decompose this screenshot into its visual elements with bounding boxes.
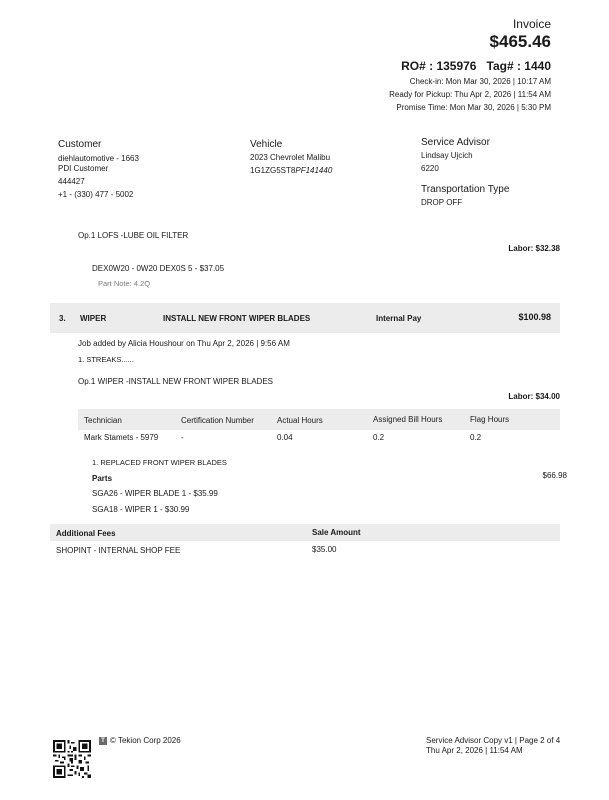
ready-for-pickup-time: Ready for Pickup: Thu Apr 2, 2026 | 11:54 AM [389, 90, 551, 99]
ro-label: RO# : [401, 59, 434, 73]
prev-part-note: Part Note: 4.2Q [98, 279, 151, 288]
ro-number: 135976 [436, 59, 477, 73]
tech-col-flag-hours: Flag Hours [470, 415, 510, 424]
transportation-heading: Transportation Type [421, 184, 510, 195]
tech-col-assigned-bill-hours: Assigned Bill Hours [373, 415, 443, 424]
customer-name: diehlautomotive - 1663 [58, 154, 139, 163]
parts-heading: Parts [92, 474, 113, 483]
tag-number: 1440 [524, 59, 551, 73]
check-in-time: Check-in: Mon Mar 30, 2026 | 10:17 AM [409, 77, 551, 86]
promise-time: Promise Time: Mon Mar 30, 2026 | 5:30 PM [396, 103, 551, 112]
vin-suffix: PF141440 [295, 166, 333, 175]
job-total: $100.98 [518, 312, 551, 322]
customer-id: 444427 [58, 177, 85, 186]
part-line: SGA26 - WIPER BLADE 1 - $35.99 [92, 489, 218, 498]
job-description: INSTALL NEW FRONT WIPER BLADES [163, 314, 311, 323]
tech-col-actual-hours: Actual Hours [277, 416, 323, 425]
invoice-total: $465.46 [489, 32, 551, 51]
prev-op-title: Op.1 LOFS -LUBE OIL FILTER [78, 231, 189, 240]
footer-copy-info: Service Advisor Copy v1 | Page 2 of 4 [426, 736, 561, 745]
vehicle-vin [250, 166, 332, 175]
tech-name: Mark Stamets - 5979 [84, 433, 159, 442]
document-title: Invoice [512, 17, 551, 31]
fee-item: SHOPINT - INTERNAL SHOP FEE [56, 546, 181, 555]
tag-label: Tag# : [486, 59, 521, 73]
transportation-value: DROP OFF [421, 198, 463, 207]
job-code: WIPER [80, 314, 107, 323]
customer-type: PDI Customer [58, 164, 109, 173]
prev-part: DEX0W20 - 0W20 DEX0S 5 - $37.05 [92, 264, 225, 273]
prev-labor: Labor: $32.38 [508, 244, 560, 253]
job-pay-type: Internal Pay [376, 314, 422, 323]
customer-heading: Customer [58, 139, 102, 150]
job-concern: 1. STREAKS...... [78, 355, 134, 364]
tekion-logo-icon: T [99, 737, 107, 745]
vehicle-heading: Vehicle [250, 139, 283, 150]
tech-actual-hours: 0.04 [277, 433, 293, 442]
footer-copyright: © Tekion Corp 2026 [110, 736, 181, 745]
parts-total: $66.98 [542, 471, 567, 480]
job-correction: 1. REPLACED FRONT WIPER BLADES [92, 458, 227, 467]
service-advisor-name: Lindsay Ujcich [421, 151, 473, 160]
tech-flag-hours: 0.2 [470, 433, 482, 442]
service-advisor-heading: Service Advisor [421, 137, 490, 148]
footer-printed-time: Thu Apr 2, 2026 | 11:54 AM [426, 746, 523, 755]
tech-certification: - [181, 433, 184, 442]
tech-assigned-bill-hours: 0.2 [373, 433, 385, 442]
fees-amount-heading: Sale Amount [312, 528, 361, 537]
job-added-by: Job added by Alicia Houshour on Thu Apr 2, 2026 | 9:56 AM [78, 339, 290, 348]
job-op-title: Op.1 WIPER -INSTALL NEW FRONT WIPER BLADES [78, 377, 273, 386]
qr-code [53, 740, 91, 778]
fee-amount: $35.00 [312, 545, 337, 554]
part-line: SGA18 - WIPER 1 - $30.99 [92, 505, 190, 514]
customer-phone: +1 - (330) 477 - 5002 [58, 190, 134, 199]
tech-col-certification: Certification Number [181, 416, 254, 425]
vin-prefix: 1G1ZG5ST8 [250, 166, 296, 175]
tech-col-technician: Technician [84, 416, 122, 425]
job-labor: Labor: $34.00 [508, 392, 560, 401]
vehicle-model: 2023 Chevrolet Malibu [250, 153, 331, 162]
fees-heading: Additional Fees [56, 529, 116, 538]
service-advisor-id: 6220 [421, 164, 439, 173]
fees-header-band [50, 524, 560, 541]
ro-tag-line [401, 59, 551, 73]
job-number: 3. [59, 314, 66, 323]
